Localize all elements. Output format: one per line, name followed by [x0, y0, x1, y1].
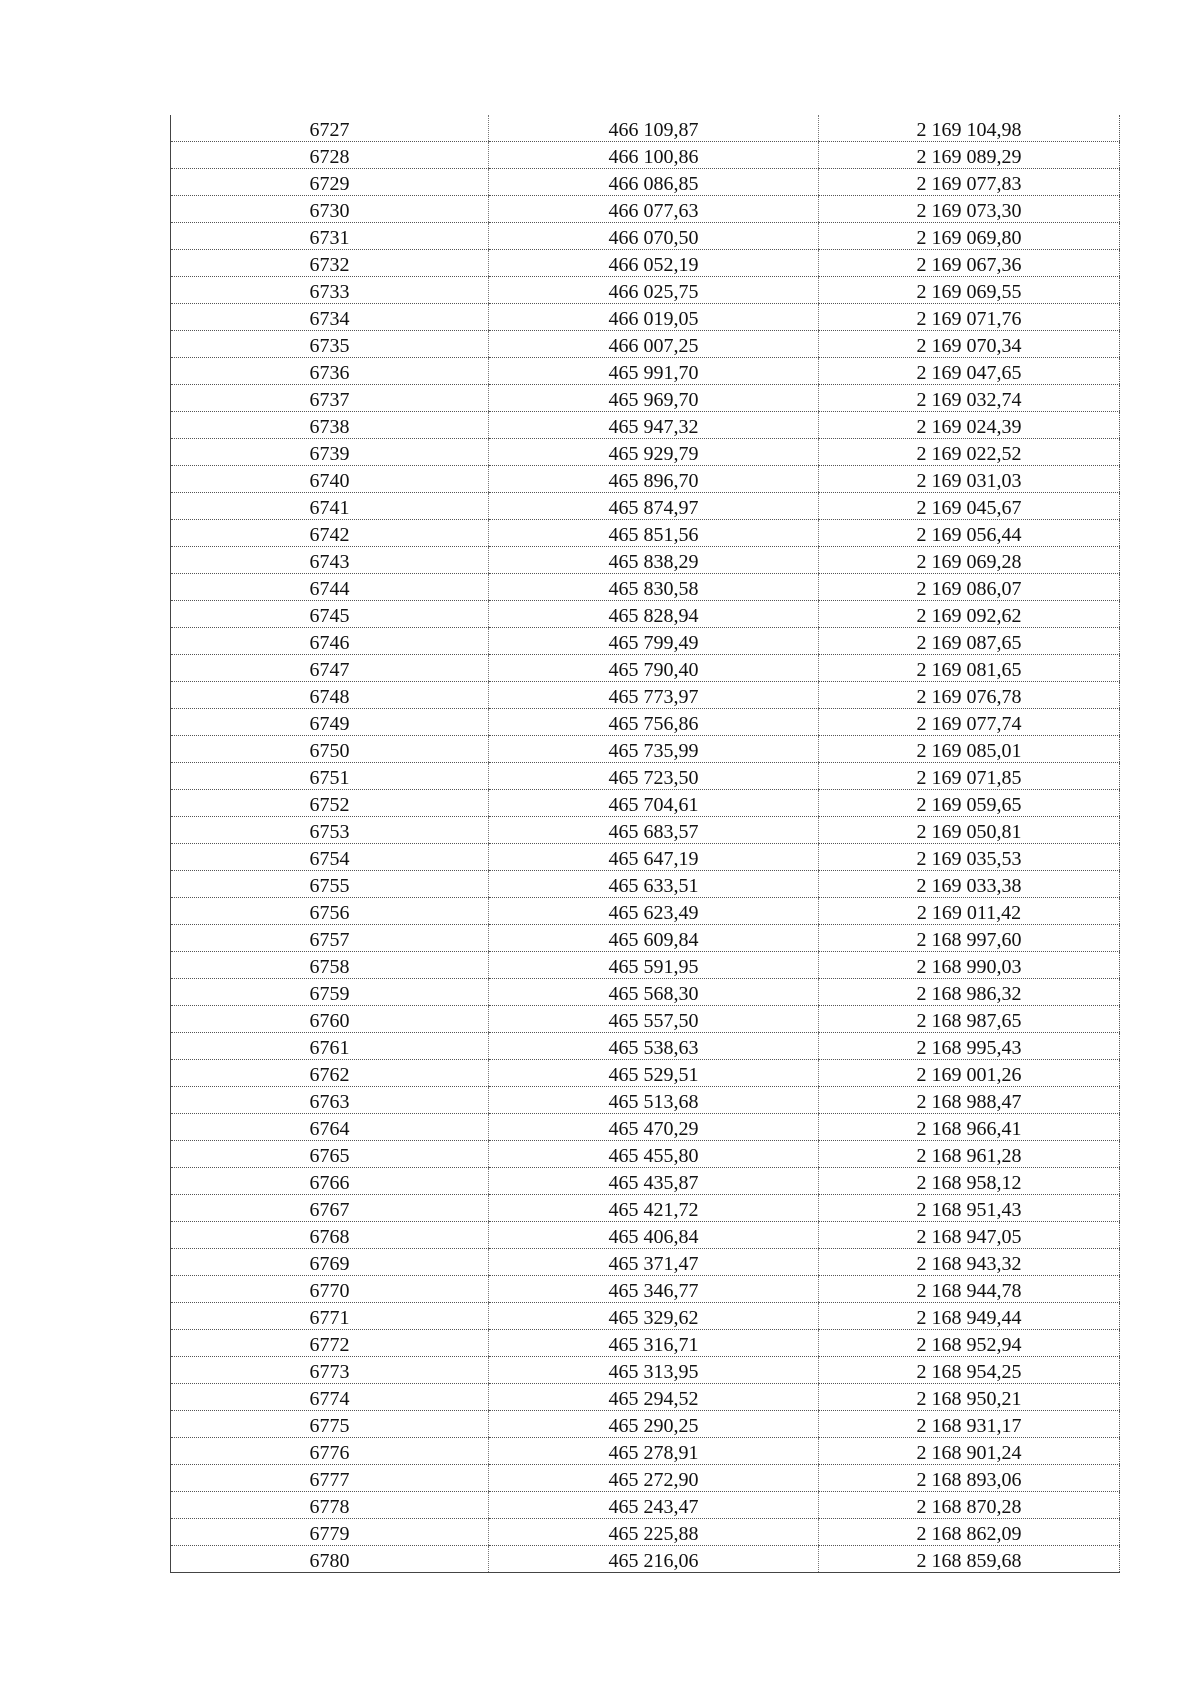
table-row: [171, 1006, 1120, 1033]
table-row: [171, 1519, 1120, 1546]
y-coordinate-cell: 2 169 085,01: [819, 736, 1120, 763]
table-row: [171, 601, 1120, 628]
x-coordinate-cell: 465 216,06: [489, 1546, 819, 1573]
table-row: [171, 1330, 1120, 1357]
y-coordinate-cell: 2 169 033,38: [819, 871, 1120, 898]
x-coordinate-cell: 465 243,47: [489, 1492, 819, 1519]
x-coordinate-cell: 465 633,51: [489, 871, 819, 898]
y-coordinate-cell: 2 169 050,81: [819, 817, 1120, 844]
point-number-cell: 6771: [171, 1303, 489, 1330]
table-row: [171, 223, 1120, 250]
table-row: [171, 385, 1120, 412]
point-number-cell: 6736: [171, 358, 489, 385]
x-coordinate-cell: 465 568,30: [489, 979, 819, 1006]
y-coordinate-cell: 2 168 943,32: [819, 1249, 1120, 1276]
table-row: [171, 142, 1120, 169]
x-coordinate-cell: 465 683,57: [489, 817, 819, 844]
point-number-cell: 6761: [171, 1033, 489, 1060]
table-row: [171, 574, 1120, 601]
table-row: [171, 1087, 1120, 1114]
point-number-cell: 6754: [171, 844, 489, 871]
y-coordinate-cell: 2 169 092,62: [819, 601, 1120, 628]
x-coordinate-cell: 466 077,63: [489, 196, 819, 223]
point-number-cell: 6776: [171, 1438, 489, 1465]
point-number-cell: 6777: [171, 1465, 489, 1492]
x-coordinate-cell: 465 435,87: [489, 1168, 819, 1195]
point-number-cell: 6764: [171, 1114, 489, 1141]
point-number-cell: 6751: [171, 763, 489, 790]
y-coordinate-cell: 2 169 056,44: [819, 520, 1120, 547]
table-row: [171, 412, 1120, 439]
x-coordinate-cell: 465 290,25: [489, 1411, 819, 1438]
y-coordinate-cell: 2 168 961,28: [819, 1141, 1120, 1168]
table-row: [171, 1141, 1120, 1168]
y-coordinate-cell: 2 169 047,65: [819, 358, 1120, 385]
x-coordinate-cell: 465 346,77: [489, 1276, 819, 1303]
x-coordinate-cell: 465 773,97: [489, 682, 819, 709]
y-coordinate-cell: 2 169 031,03: [819, 466, 1120, 493]
table-row: [171, 763, 1120, 790]
point-number-cell: 6745: [171, 601, 489, 628]
point-number-cell: 6769: [171, 1249, 489, 1276]
x-coordinate-cell: 466 007,25: [489, 331, 819, 358]
y-coordinate-cell: 2 168 951,43: [819, 1195, 1120, 1222]
point-number-cell: 6748: [171, 682, 489, 709]
point-number-cell: 6749: [171, 709, 489, 736]
point-number-cell: 6755: [171, 871, 489, 898]
table-row: [171, 304, 1120, 331]
x-coordinate-cell: 465 538,63: [489, 1033, 819, 1060]
point-number-cell: 6780: [171, 1546, 489, 1573]
table-row: [171, 169, 1120, 196]
x-coordinate-cell: 465 421,72: [489, 1195, 819, 1222]
y-coordinate-cell: 2 168 958,12: [819, 1168, 1120, 1195]
point-number-cell: 6763: [171, 1087, 489, 1114]
table-row: [171, 682, 1120, 709]
x-coordinate-cell: 465 609,84: [489, 925, 819, 952]
x-coordinate-cell: 465 278,91: [489, 1438, 819, 1465]
table-row: [171, 1114, 1120, 1141]
table-row: [171, 628, 1120, 655]
table-row: [171, 1222, 1120, 1249]
x-coordinate-cell: 465 969,70: [489, 385, 819, 412]
y-coordinate-cell: 2 169 011,42: [819, 898, 1120, 925]
table-row: [171, 1465, 1120, 1492]
x-coordinate-cell: 465 623,49: [489, 898, 819, 925]
x-coordinate-cell: 466 019,05: [489, 304, 819, 331]
y-coordinate-cell: 2 169 089,29: [819, 142, 1120, 169]
point-number-cell: 6747: [171, 655, 489, 682]
point-number-cell: 6729: [171, 169, 489, 196]
table-row: [171, 1438, 1120, 1465]
point-number-cell: 6750: [171, 736, 489, 763]
x-coordinate-cell: 465 313,95: [489, 1357, 819, 1384]
point-number-cell: 6766: [171, 1168, 489, 1195]
y-coordinate-cell: 2 168 990,03: [819, 952, 1120, 979]
x-coordinate-cell: 465 470,29: [489, 1114, 819, 1141]
x-coordinate-cell: 465 896,70: [489, 466, 819, 493]
y-coordinate-cell: 2 169 077,74: [819, 709, 1120, 736]
y-coordinate-cell: 2 168 995,43: [819, 1033, 1120, 1060]
point-number-cell: 6758: [171, 952, 489, 979]
point-number-cell: 6740: [171, 466, 489, 493]
y-coordinate-cell: 2 168 966,41: [819, 1114, 1120, 1141]
table-row: [171, 277, 1120, 304]
y-coordinate-cell: 2 169 069,80: [819, 223, 1120, 250]
x-coordinate-cell: 465 529,51: [489, 1060, 819, 1087]
y-coordinate-cell: 2 169 045,67: [819, 493, 1120, 520]
table-row: [171, 844, 1120, 871]
y-coordinate-cell: 2 168 952,94: [819, 1330, 1120, 1357]
table-row: [171, 1303, 1120, 1330]
y-coordinate-cell: 2 169 059,65: [819, 790, 1120, 817]
coordinates-table: [170, 115, 1120, 1573]
coordinates-table-body: [171, 115, 1120, 1573]
point-number-cell: 6734: [171, 304, 489, 331]
point-number-cell: 6742: [171, 520, 489, 547]
y-coordinate-cell: 2 169 076,78: [819, 682, 1120, 709]
y-coordinate-cell: 2 168 862,09: [819, 1519, 1120, 1546]
y-coordinate-cell: 2 169 087,65: [819, 628, 1120, 655]
table-row: [171, 898, 1120, 925]
y-coordinate-cell: 2 168 988,47: [819, 1087, 1120, 1114]
point-number-cell: 6756: [171, 898, 489, 925]
point-number-cell: 6731: [171, 223, 489, 250]
table-row: [171, 115, 1120, 142]
x-coordinate-cell: 466 070,50: [489, 223, 819, 250]
point-number-cell: 6739: [171, 439, 489, 466]
table-row: [171, 871, 1120, 898]
point-number-cell: 6735: [171, 331, 489, 358]
table-row: [171, 196, 1120, 223]
x-coordinate-cell: 465 329,62: [489, 1303, 819, 1330]
table-row: [171, 358, 1120, 385]
x-coordinate-cell: 465 225,88: [489, 1519, 819, 1546]
point-number-cell: 6728: [171, 142, 489, 169]
y-coordinate-cell: 2 169 024,39: [819, 412, 1120, 439]
point-number-cell: 6743: [171, 547, 489, 574]
x-coordinate-cell: 465 557,50: [489, 1006, 819, 1033]
y-coordinate-cell: 2 169 073,30: [819, 196, 1120, 223]
table-row: [171, 520, 1120, 547]
table-row: [171, 1060, 1120, 1087]
table-row: [171, 547, 1120, 574]
y-coordinate-cell: 2 169 071,76: [819, 304, 1120, 331]
x-coordinate-cell: 465 756,86: [489, 709, 819, 736]
y-coordinate-cell: 2 169 069,55: [819, 277, 1120, 304]
table-row: [171, 952, 1120, 979]
x-coordinate-cell: 465 929,79: [489, 439, 819, 466]
table-row: [171, 439, 1120, 466]
point-number-cell: 6733: [171, 277, 489, 304]
table-row: [171, 1276, 1120, 1303]
table-row: [171, 1546, 1120, 1573]
table-row: [171, 1384, 1120, 1411]
table-row: [171, 655, 1120, 682]
x-coordinate-cell: 466 052,19: [489, 250, 819, 277]
point-number-cell: 6773: [171, 1357, 489, 1384]
y-coordinate-cell: 2 168 947,05: [819, 1222, 1120, 1249]
x-coordinate-cell: 465 455,80: [489, 1141, 819, 1168]
y-coordinate-cell: 2 169 086,07: [819, 574, 1120, 601]
x-coordinate-cell: 465 723,50: [489, 763, 819, 790]
x-coordinate-cell: 465 704,61: [489, 790, 819, 817]
y-coordinate-cell: 2 168 931,17: [819, 1411, 1120, 1438]
table-row: [171, 250, 1120, 277]
y-coordinate-cell: 2 169 032,74: [819, 385, 1120, 412]
x-coordinate-cell: 466 100,86: [489, 142, 819, 169]
y-coordinate-cell: 2 169 022,52: [819, 439, 1120, 466]
x-coordinate-cell: 465 947,32: [489, 412, 819, 439]
x-coordinate-cell: 465 838,29: [489, 547, 819, 574]
table-row: [171, 1168, 1120, 1195]
y-coordinate-cell: 2 169 001,26: [819, 1060, 1120, 1087]
point-number-cell: 6772: [171, 1330, 489, 1357]
x-coordinate-cell: 466 025,75: [489, 277, 819, 304]
x-coordinate-cell: 465 591,95: [489, 952, 819, 979]
y-coordinate-cell: 2 168 870,28: [819, 1492, 1120, 1519]
y-coordinate-cell: 2 168 954,25: [819, 1357, 1120, 1384]
point-number-cell: 6730: [171, 196, 489, 223]
point-number-cell: 6765: [171, 1141, 489, 1168]
y-coordinate-cell: 2 169 070,34: [819, 331, 1120, 358]
x-coordinate-cell: 465 851,56: [489, 520, 819, 547]
point-number-cell: 6744: [171, 574, 489, 601]
x-coordinate-cell: 465 406,84: [489, 1222, 819, 1249]
point-number-cell: 6779: [171, 1519, 489, 1546]
point-number-cell: 6757: [171, 925, 489, 952]
y-coordinate-cell: 2 169 104,98: [819, 115, 1120, 142]
y-coordinate-cell: 2 169 067,36: [819, 250, 1120, 277]
table-row: [171, 925, 1120, 952]
x-coordinate-cell: 465 294,52: [489, 1384, 819, 1411]
table-row: [171, 1249, 1120, 1276]
y-coordinate-cell: 2 168 893,06: [819, 1465, 1120, 1492]
point-number-cell: 6746: [171, 628, 489, 655]
table-row: [171, 790, 1120, 817]
x-coordinate-cell: 465 316,71: [489, 1330, 819, 1357]
point-number-cell: 6737: [171, 385, 489, 412]
x-coordinate-cell: 465 647,19: [489, 844, 819, 871]
table-row: [171, 709, 1120, 736]
y-coordinate-cell: 2 168 901,24: [819, 1438, 1120, 1465]
y-coordinate-cell: 2 168 997,60: [819, 925, 1120, 952]
table-row: [171, 1033, 1120, 1060]
table-row: [171, 466, 1120, 493]
x-coordinate-cell: 465 874,97: [489, 493, 819, 520]
y-coordinate-cell: 2 169 035,53: [819, 844, 1120, 871]
point-number-cell: 6778: [171, 1492, 489, 1519]
point-number-cell: 6762: [171, 1060, 489, 1087]
point-number-cell: 6770: [171, 1276, 489, 1303]
point-number-cell: 6768: [171, 1222, 489, 1249]
y-coordinate-cell: 2 169 081,65: [819, 655, 1120, 682]
point-number-cell: 6727: [171, 115, 489, 142]
y-coordinate-cell: 2 168 986,32: [819, 979, 1120, 1006]
point-number-cell: 6774: [171, 1384, 489, 1411]
point-number-cell: 6760: [171, 1006, 489, 1033]
point-number-cell: 6732: [171, 250, 489, 277]
table-row: [171, 1195, 1120, 1222]
table-row: [171, 1357, 1120, 1384]
y-coordinate-cell: 2 168 949,44: [819, 1303, 1120, 1330]
x-coordinate-cell: 466 109,87: [489, 115, 819, 142]
table-row: [171, 817, 1120, 844]
x-coordinate-cell: 465 272,90: [489, 1465, 819, 1492]
y-coordinate-cell: 2 168 950,21: [819, 1384, 1120, 1411]
table-row: [171, 331, 1120, 358]
table-row: [171, 493, 1120, 520]
point-number-cell: 6753: [171, 817, 489, 844]
x-coordinate-cell: 465 513,68: [489, 1087, 819, 1114]
y-coordinate-cell: 2 168 859,68: [819, 1546, 1120, 1573]
y-coordinate-cell: 2 169 071,85: [819, 763, 1120, 790]
y-coordinate-cell: 2 169 077,83: [819, 169, 1120, 196]
table-row: [171, 736, 1120, 763]
point-number-cell: 6767: [171, 1195, 489, 1222]
x-coordinate-cell: 465 371,47: [489, 1249, 819, 1276]
table-row: [171, 979, 1120, 1006]
point-number-cell: 6738: [171, 412, 489, 439]
y-coordinate-cell: 2 168 987,65: [819, 1006, 1120, 1033]
x-coordinate-cell: 465 828,94: [489, 601, 819, 628]
point-number-cell: 6759: [171, 979, 489, 1006]
table-row: [171, 1411, 1120, 1438]
table-row: [171, 1492, 1120, 1519]
x-coordinate-cell: 465 790,40: [489, 655, 819, 682]
x-coordinate-cell: 465 799,49: [489, 628, 819, 655]
point-number-cell: 6752: [171, 790, 489, 817]
point-number-cell: 6741: [171, 493, 489, 520]
x-coordinate-cell: 465 830,58: [489, 574, 819, 601]
x-coordinate-cell: 465 991,70: [489, 358, 819, 385]
y-coordinate-cell: 2 168 944,78: [819, 1276, 1120, 1303]
point-number-cell: 6775: [171, 1411, 489, 1438]
y-coordinate-cell: 2 169 069,28: [819, 547, 1120, 574]
x-coordinate-cell: 466 086,85: [489, 169, 819, 196]
x-coordinate-cell: 465 735,99: [489, 736, 819, 763]
